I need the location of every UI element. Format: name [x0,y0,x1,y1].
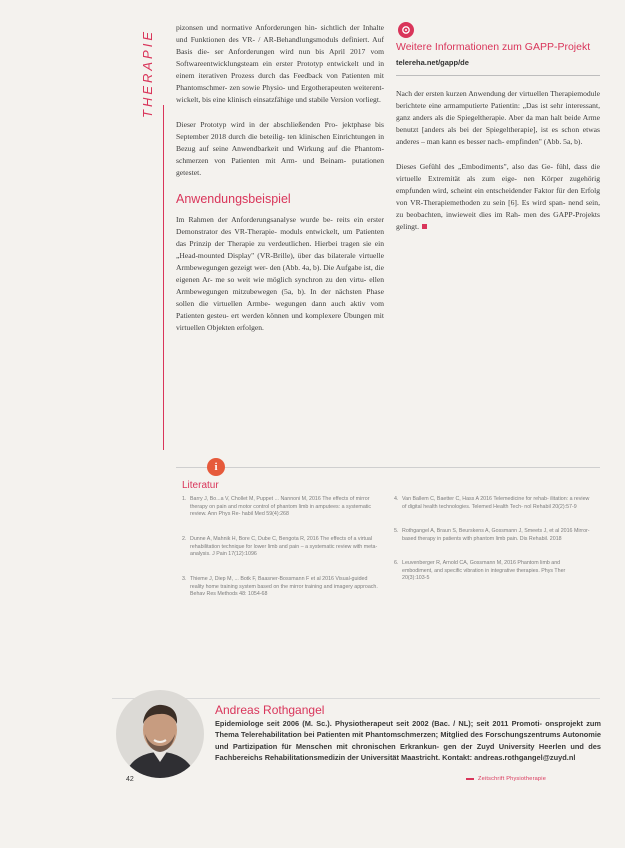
section-tag-label: THERAPIE [140,28,155,118]
left-column [176,22,384,347]
section-rule [163,105,164,450]
literature-text: Thieme J, Diep M, ... Botk F, Baasner-Bossmann F et al 2016 Visual-guided reality home training system based on the mirror training and imagery approach. Behav Res Methods 48: 1054-68 [190,576,378,598]
body-paragraph-text: Dieses Gefühl des „Embodiments", also das Ge- fühl, dass die virtuelle Extremität als zum eige- nen Körper zugehörig empfunden wird, scheint ein entscheidender Faktor für den Erfolg von VR-Therapiemethoden zu sein [6]. Es wird span- nend sein, zu beobachten, inwieweit dies im Rah- men des GAPP-Projekts gelingt. [396,162,600,231]
literature-item [394,528,590,543]
literature-item [182,496,378,519]
literature-number: 2. [182,536,187,542]
info-title: Weitere Informationen zum GAPP-Projekt [396,41,591,53]
literature-text: Barry J, Bo...a V, Chollet M, Puppet ... Nannoni M, 2016 The effects of mirror therapy on pain and motor control of phantom limb in amputees: a systematic review. Ann Phys Re- habil Med 59(4):268 [190,496,372,518]
literature-item [182,536,378,559]
literature-text: Leuvenberger R, Arnold CA, Gossmann M, 2016 Phantom limb and embodiment, and specific vibration in integrative therapies. Phys Ther 20(3):103-5 [402,560,566,582]
page-number: 42 [126,776,134,783]
divider [396,75,600,76]
body-paragraph: Im Rahmen der Anforderungsanalyse wurde be- reits ein erster Demonstrator des VR-Therapie- moduls entwickelt, um Patienten das Prinzip der Therapie zu verdeutlichen. Hierbei tragen sie ein „Head-mounted Display" (VR-Brille), über das bilaterale virtuelle Armbewegungen gezeigt wer- den (Abb. 4a, b). Die Aufgabe ist, die eigenen Ar- me so weit wie möglich synchron zu den virtu- ellen Armbewegungen mitzubewegen (5a, b). In der nächsten Phase sollen die virtuellen Armbe- wegungen dann auch aktiv vom Patienten gesteu- ert werden können und komplexere Übungen mit virtuellen Objekten erfolgen. [176,215,384,332]
section-tag [140,18,162,138]
info-box [396,22,600,76]
author-photo [116,690,204,778]
body-paragraph: pizonsen und normative Anforderungen hin- sichtlich der Inhalte und Funktionen des VR- / AR-Behandlungsmoduls definiert. Auf Basis die- ser Anforderungen wird nun bis April 2017 vom Softwareentwicklungsteam ein erster Prototyp entwickelt und in einem iterativen Prozess durch das Feedback von Patienten mit Phantomschmer- zen sowie Physio- und Ergotherapeuten weiterent- wickelt, bis eine klinisch einsatzfähige und stabile Version vorliegt. [176,23,384,104]
body-paragraph: Dieser Prototyp wird in der abschließenden Pro- jektphase bis September 2018 durch die beteilig- ten klinischen Einrichtungen in Bezug auf seine Anwendbarkeit und Wirkung auf die Phantom- schmerzen von Patienten mit Arm- und Beinam- putationen getestet. [176,120,384,177]
end-mark [422,224,427,229]
link-icon [398,22,414,38]
literature-number: 4. [394,496,399,502]
literature-text: Dunne A, Mahnik H, Bore C, Dube C, Bengota R, 2016 The effects of a virtual rehabilitation technique for lower limb and pain – a systematic review with meta-analysis. J Pain 17(12):1096 [190,536,378,558]
info-icon [207,458,225,476]
author-bio: Epidemiologe seit 2006 (M. Sc.). Physiotherapeut seit 2002 (Bac. / NL); seit 2011 Promoti- onsprojekt zum Thema Telerehabilitation bei Patienten mit Phantomschmerzen; Mitglied des Forschungszentrums Autonomie und Partizipation für Menschen mit chronischen Erkrankun- gen der Zuyd University Heerlen und des Fachbereichs Rehabilitationsmedizin der Universität Maastricht. Kontakt: andreas.rothgangel@zuyd.nl [215,719,601,762]
divider [176,467,600,468]
section-heading: Anwendungsbeispiel [176,192,291,206]
literature-item [394,496,590,511]
literature-number: 6. [394,560,399,566]
footer-logo: Zeitschrift Physiotherapie [466,776,546,782]
literature-title: Literatur [182,480,219,491]
literature-number: 5. [394,528,399,534]
literature-text: Van Ballem C, Baetter C, Hass A 2016 Telemedicine for rehab- ilitation: a review of digital health technologies. Telemed Health Tech- nol Rehabil 20(2):57-9 [402,496,590,510]
project-link[interactable]: telereha.net/gapp/de [396,58,469,67]
literature-item [182,576,378,599]
literature-text: Rothgangel A, Braun S, Beurskens A, Gossmann J, Smeets J, et al 2016 Mirror-based therapy in patients with phantom limb pain. Dis Rehabil. 2018 [402,528,590,542]
literature-item [394,560,590,583]
body-paragraph [396,161,600,233]
body-paragraph: Nach der ersten kurzen Anwendung der virtuellen Therapiemodule berichtete eine armamputierte Patientin: „Das ist sehr interessant, ganz anders als die Spiegeltherapie. Aber da man halt beide Arme benutzt [anders als bei der Spiegeltherapie], ist es schon etwas anderes – man kann es besser nach- empfinden" (Abb. 5a, b). [396,89,600,146]
author-name: Andreas Rothgangel [215,703,325,717]
info-icon-glyph: i [214,461,218,473]
literature-number: 1. [182,496,187,502]
right-column [396,22,600,246]
literature-number: 3. [182,576,187,582]
